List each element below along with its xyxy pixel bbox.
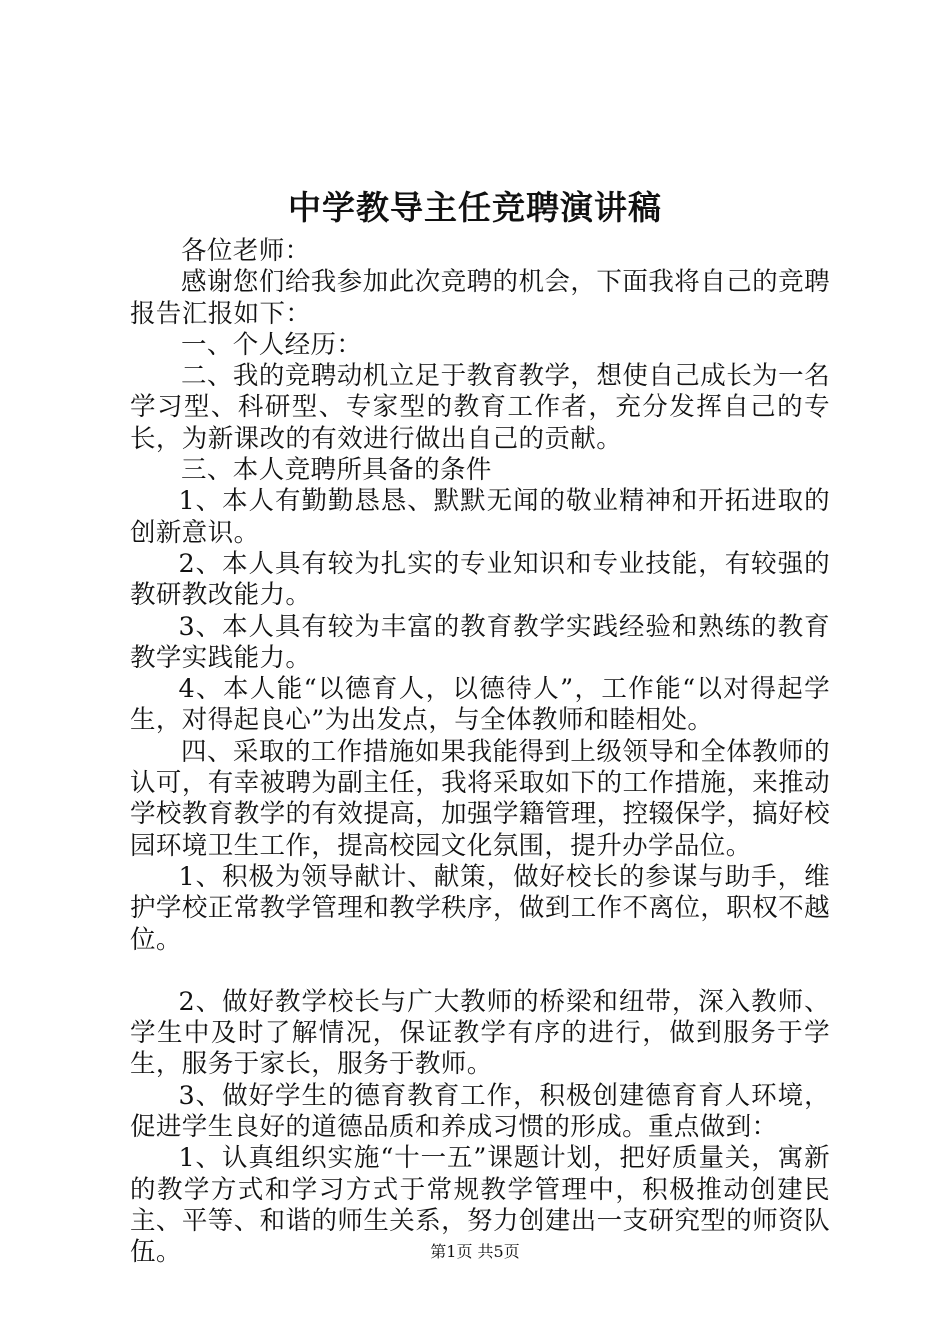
paragraph-section-4: 四、采取的工作措施如果我能得到上级领导和全体教师的认可，有幸被聘为副主任，我将采取如下的工作措施，来推动学校教育教学的有效提高，加强学籍管理，控辍保学，搞好校园环境卫生工作，提高校园文化氛围，提升办学品位。 [130,736,830,861]
paragraph-section-2: 二、我的竞聘动机立足于教育教学，想使自己成长为一名学习型、科研型、专家型的教育工作者，充分发挥自己的专长，为新课改的有效进行做出自己的贡献。 [130,361,830,454]
document-body [130,236,830,1269]
paragraph-condition-4: 4、本人能“以德育人，以德待人”，工作能“以对得起学生，对得起良心”为出发点，与全体教师和睦相处。 [130,674,830,736]
paragraph-measure-2: 2、做好教学校长与广大教师的桥梁和纽带，深入教师、学生中及时了解情况，保证教学有序的进行，做到服务于学生，服务于家长，服务于教师。 [130,986,830,1080]
document-title: 中学教导主任竞聘演讲稿 [288,188,662,227]
paragraph-salutation: 各位老师： [181,236,311,266]
paragraph-condition-2: 2、本人具有较为扎实的专业知识和专业技能，有较强的教研教改能力。 [130,548,830,611]
page-number-footer: 第1页 共5页 [430,1242,520,1261]
paragraph-focus-1: 1、认真组织实施“十一五”课题计划，把好质量关，寓新的教学方式和学习方式于常规教学管理中，积极推动创建民主、平等、和谐的师生关系，努力创建出一支研究型的师资队伍。 [130,1143,830,1268]
paragraph-condition-3: 3、本人具有较为丰富的教育教学实践经验和熟练的教育教学实践能力。 [130,611,830,673]
paragraph-condition-1: 1、本人有勤勤恳恳、默默无闻的敬业精神和开拓进取的创新意识。 [130,486,830,548]
paragraph-intro: 感谢您们给我参加此次竞聘的机会，下面我将自己的竞聘报告汇报如下： [130,267,830,329]
paragraph-section-1: 一、个人经历： [181,329,363,360]
paragraph-section-3: 三、本人竞聘所具备的条件 [181,455,492,486]
paragraph-measure-1: 1、积极为领导献计、献策，做好校长的参谋与助手，维护学校正常教学管理和教学秩序，做到工作不离位，职权不越位。 [130,861,830,955]
paragraph-measure-3: 3、做好学生的德育教育工作，积极创建德育育人环境，促进学生良好的道德品质和养成习惯的形成。重点做到： [130,1080,830,1143]
